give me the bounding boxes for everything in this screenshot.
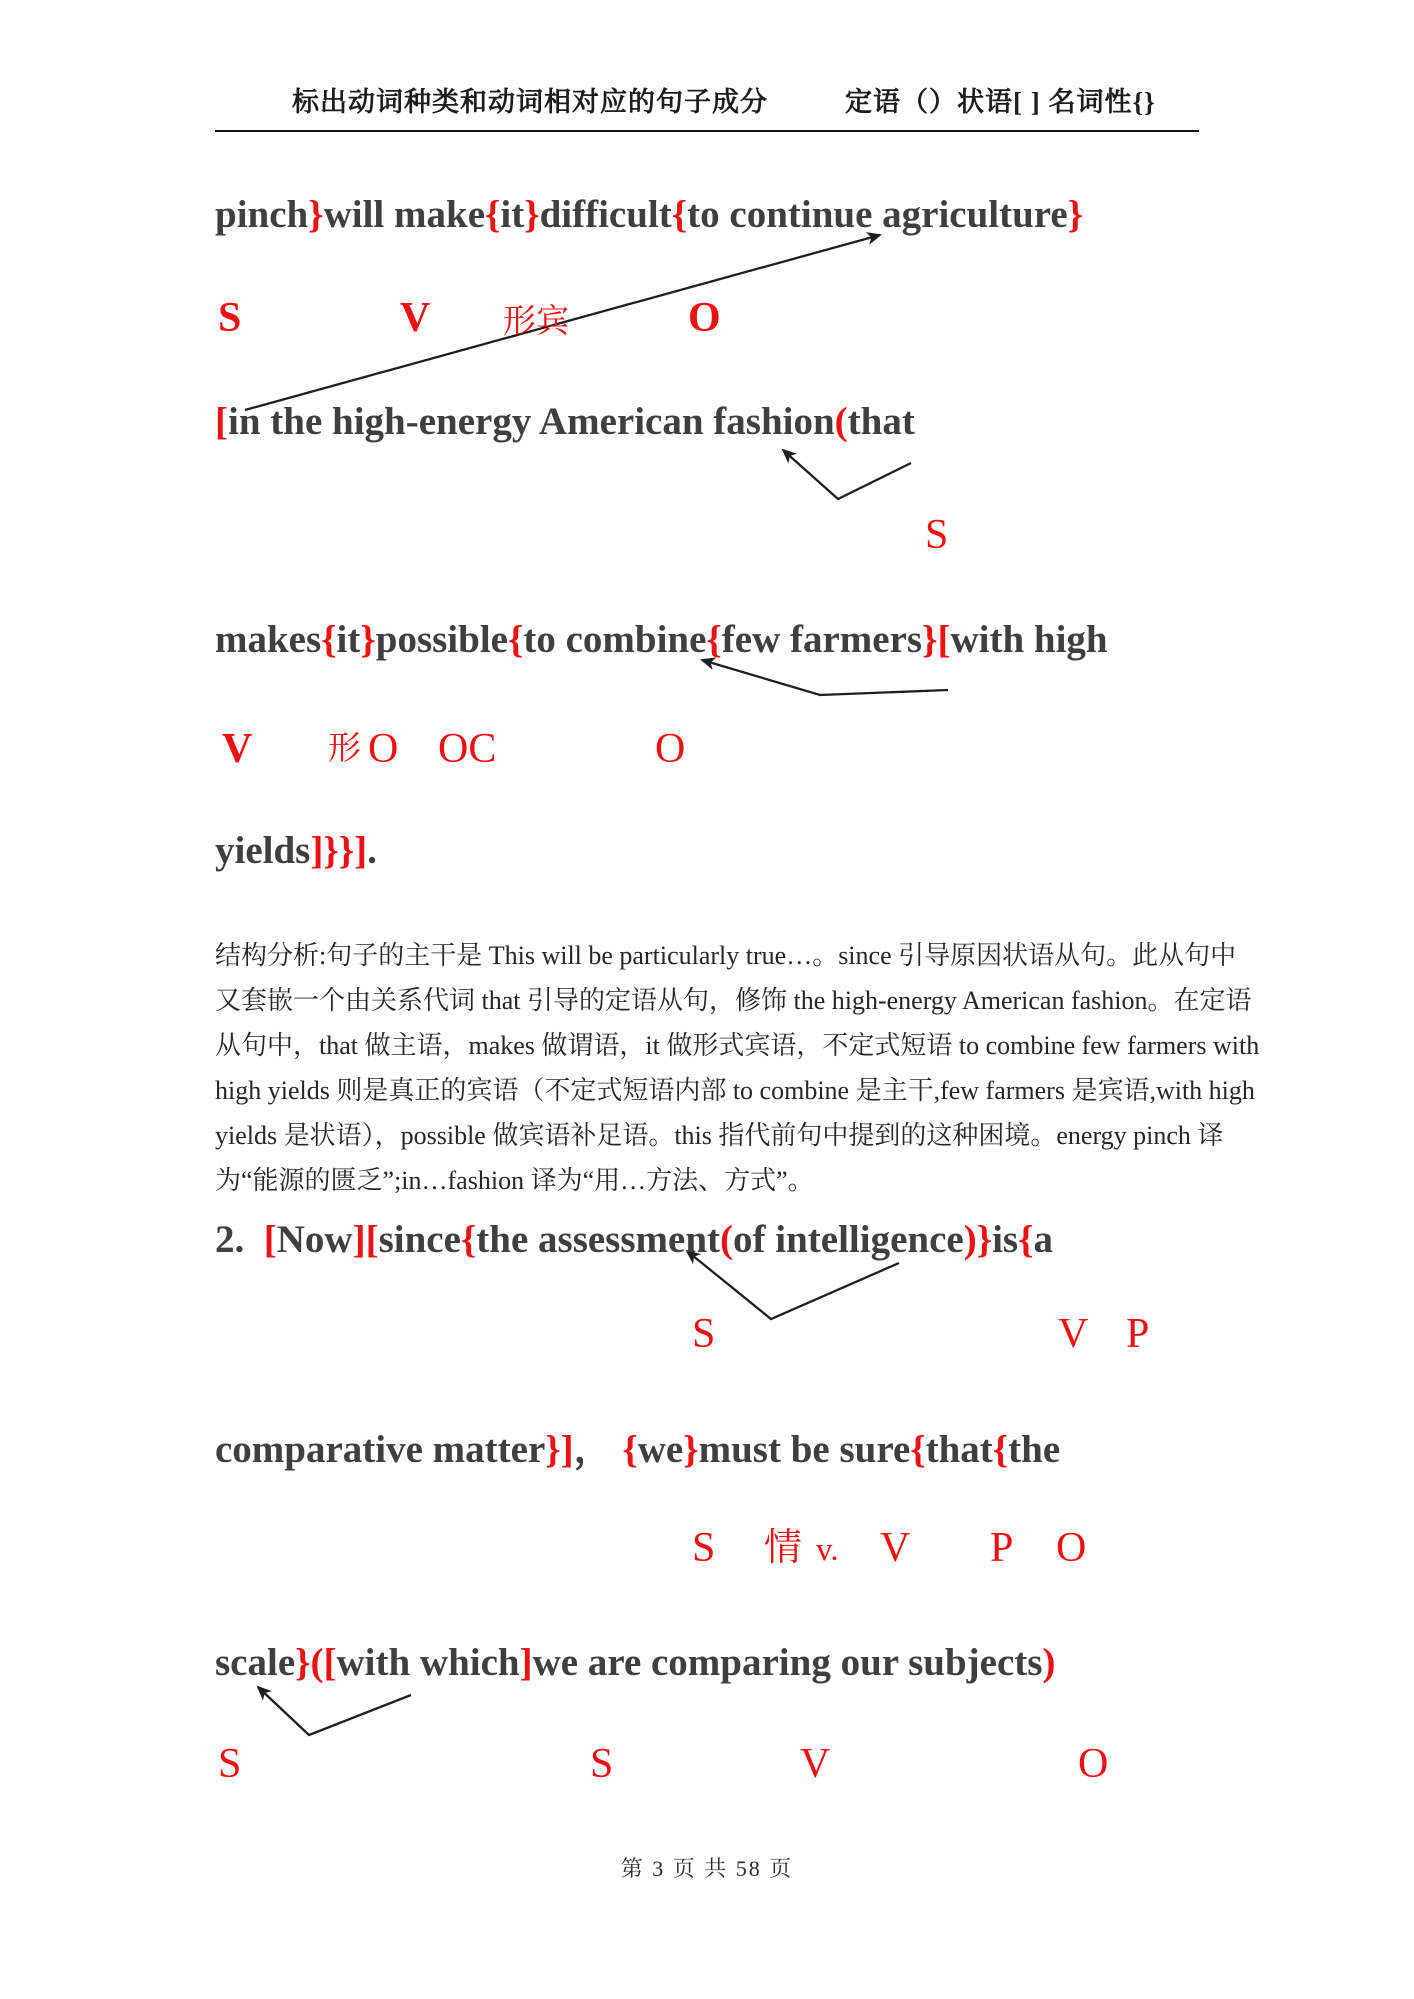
bracket-mark: } [308, 193, 324, 236]
sentence-text: in the high-energy American fashion [228, 400, 835, 443]
bracket-mark: { [1018, 1218, 1034, 1261]
analysis-line: 从句中，that 做主语，makes 做谓语，it 做形式宾语，不定式短语 to combine few farmers with [215, 1031, 1260, 1060]
bracket-mark: { [992, 1428, 1009, 1471]
sentence1-line2 [215, 396, 915, 447]
sentence-text: with high [950, 618, 1108, 661]
bracket-mark: } [1067, 193, 1084, 236]
sentence-text: to continue agriculture [687, 193, 1068, 236]
sentence2-line2 [215, 1424, 1060, 1475]
analysis-line: high yields 则是真正的宾语（不定式短语内部 to combine 是主干,few farmers 是宾语,with high [215, 1076, 1255, 1105]
grammar-label: S [692, 1311, 716, 1357]
sentence-text: we [637, 1428, 684, 1471]
header-instruction: 标出动词种类和动词相对应的句子成分 [292, 87, 768, 117]
grammar-label: V [880, 1525, 911, 1571]
sentence-text: yields [215, 829, 311, 872]
sentence-text: that [925, 1428, 993, 1471]
sentence-text: since [378, 1218, 461, 1261]
analysis-line: yields 是状语），possible 做宾语补足语。this 指代前句中提到的这种困境。energy pinch 译 [215, 1121, 1224, 1150]
sentence-text: is [992, 1218, 1019, 1261]
sentence-text: comparative matter [215, 1428, 546, 1471]
sentence-text: few farmers [721, 618, 923, 661]
grammar-label: P [990, 1525, 1014, 1571]
sentence-text: possible [375, 618, 508, 661]
bracket-mark: ( [834, 400, 848, 443]
bracket-mark: { [671, 193, 688, 236]
grammar-label: V [222, 726, 253, 772]
grammar-label: 形宾 [503, 304, 569, 340]
analysis-line: 为“能源的匮乏”;in…fashion 译为“用…方法、方式”。 [215, 1166, 814, 1195]
bracket-mark: )} [963, 1218, 993, 1261]
sentence1-line4 [215, 825, 377, 876]
bracket-mark: [ [215, 400, 228, 443]
sentence-text: it [500, 193, 525, 236]
grammar-label: S [218, 1741, 242, 1787]
grammar-label: S [925, 512, 949, 558]
sentence-text: the [1008, 1428, 1061, 1471]
bracket-mark: { [507, 618, 524, 661]
sentence-text: with which [336, 1641, 520, 1684]
bracket-mark: { [321, 618, 337, 661]
header-divider [215, 130, 1199, 132]
sentence-text: the assessment [476, 1218, 721, 1261]
sentence-text: a [1033, 1218, 1053, 1261]
bracket-mark: ( [720, 1218, 734, 1261]
grammar-label: V [800, 1741, 831, 1787]
sentence-text: of intelligence [733, 1218, 964, 1261]
sentence-text: will make [323, 193, 486, 236]
bracket-mark: { [485, 193, 501, 236]
sentence-text: pinch [215, 193, 309, 236]
sentence-text: difficult [539, 193, 672, 236]
grammar-label: OC [438, 726, 497, 772]
grammar-label: S [590, 1741, 614, 1787]
sentence-text: it [336, 618, 361, 661]
grammar-label: v. [816, 1532, 839, 1568]
sentence-text: 2. [215, 1218, 264, 1261]
bracket-mark: ] [519, 1641, 533, 1684]
sentence-text: we are comparing our subjects [532, 1641, 1043, 1684]
sentence1-line3 [215, 614, 1108, 665]
bracket-mark: { [460, 1218, 477, 1261]
grammar-label: 情 [764, 1527, 803, 1569]
annotation-arrow [258, 1687, 411, 1735]
grammar-label: 形 [328, 731, 361, 767]
grammar-label: O [368, 726, 399, 772]
grammar-label: S [692, 1525, 716, 1571]
sentence-text: Now [276, 1218, 353, 1261]
bracket-mark: } [360, 618, 376, 661]
page-number: 第 3 页 共 58 页 [620, 1856, 794, 1881]
sentence-text: must be sure [698, 1428, 911, 1471]
sentence-text: that [847, 400, 915, 443]
bracket-mark: }] [545, 1428, 574, 1471]
grammar-label: V [400, 295, 431, 341]
sentence-text: to combine [523, 618, 707, 661]
sentence2-line1 [215, 1214, 1053, 1265]
sentence-text: ， [573, 1428, 623, 1471]
bracket-mark: } [683, 1428, 699, 1471]
grammar-label: O [1078, 1741, 1109, 1787]
bracket-mark: { [910, 1428, 926, 1471]
sentence-text: . [367, 829, 377, 872]
sentence1-line1 [215, 189, 1083, 240]
grammar-label: S [218, 295, 242, 341]
bracket-mark: [ [937, 618, 951, 661]
bracket-mark: ][ [352, 1218, 379, 1261]
bracket-mark: ) [1042, 1641, 1056, 1684]
grammar-label: V [1058, 1311, 1089, 1357]
grammar-label: O [655, 726, 686, 772]
bracket-mark: }([ [295, 1641, 337, 1684]
bracket-mark: { [706, 618, 722, 661]
analysis-line: 结构分析:句子的主干是 This will be particularly true…。since 引导原因状语从句。此从句中 [215, 941, 1237, 970]
bracket-mark: ]}}] [310, 829, 368, 872]
bracket-mark: { [622, 1428, 638, 1471]
grammar-label: O [1056, 1525, 1087, 1571]
sentence-text: makes [215, 618, 322, 661]
bracket-mark: [ [263, 1218, 277, 1261]
annotation-arrow [783, 450, 911, 499]
grammar-label: O [688, 295, 721, 341]
sentence-text: scale [215, 1641, 296, 1684]
bracket-mark: } [524, 193, 540, 236]
bracket-mark: } [922, 618, 938, 661]
grammar-label: P [1126, 1311, 1150, 1357]
sentence3-line1 [215, 1637, 1055, 1688]
analysis-line: 又套嵌一个由关系代词 that 引导的定语从句，修饰 the high-energy American fashion。在定语 [215, 986, 1252, 1015]
header-legend: 定语（）状语[ ] 名词性{} [845, 87, 1156, 117]
